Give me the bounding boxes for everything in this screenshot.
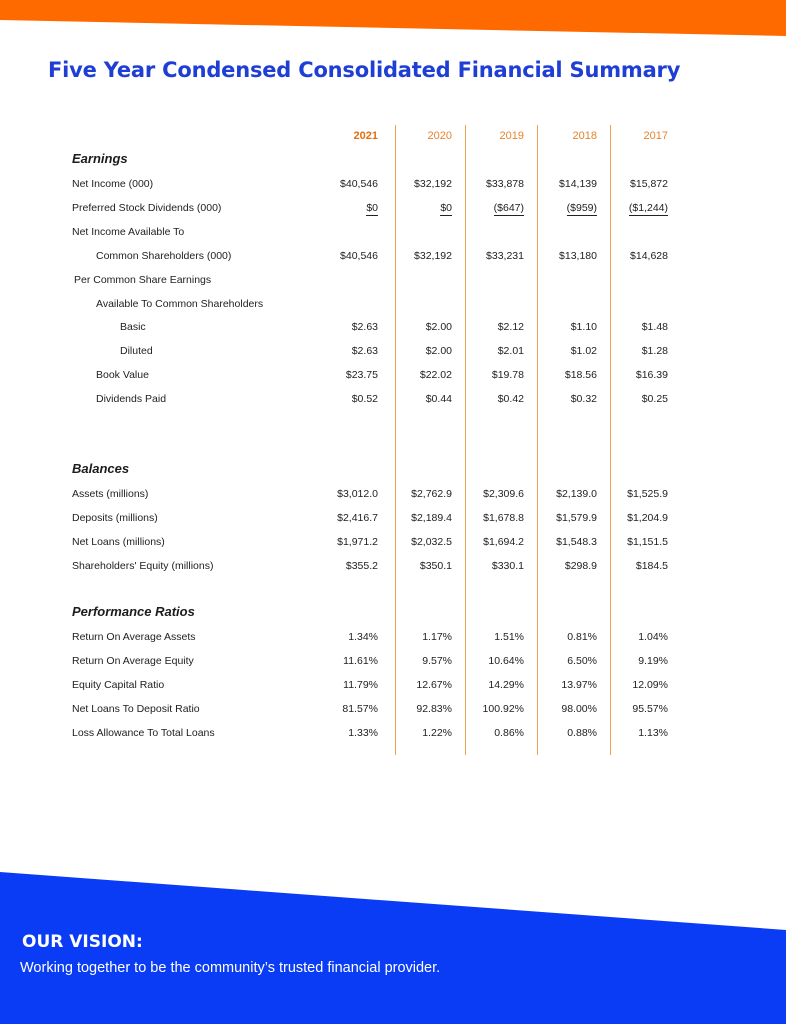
value-cell: $1,525.9 — [627, 488, 668, 500]
row-label: Per Common Share Earnings — [74, 274, 212, 286]
value-cell: $0.52 — [351, 393, 378, 405]
row-label: Dividends Paid — [96, 393, 167, 405]
row-label: Available To Common Shareholders — [96, 298, 264, 310]
value-cell: $0.44 — [425, 393, 452, 405]
page-title: Five Year Condensed Consolidated Financial Summary — [48, 58, 681, 82]
underlined-value: ($647) — [493, 202, 524, 214]
value-cell: $0.42 — [497, 393, 524, 405]
value-cell: 13.97% — [561, 679, 597, 691]
value-cell: $298.9 — [564, 560, 597, 572]
value-cell — [382, 202, 452, 214]
value-cell: $14,628 — [630, 250, 668, 262]
underlined-value: $0 — [440, 202, 452, 214]
row-label: Net Loans To Deposit Ratio — [72, 703, 200, 715]
value-cell: 1.22% — [422, 727, 452, 739]
row-label: Book Value — [96, 369, 149, 381]
value-cell: 10.64% — [488, 655, 524, 667]
row-label: Net Loans (millions) — [72, 536, 165, 548]
row-label: Return On Average Assets — [72, 631, 196, 643]
value-cell: $32,192 — [414, 250, 452, 262]
row-label: Deposits (millions) — [72, 512, 158, 524]
underlined-value: $0 — [366, 202, 378, 214]
value-cell: $1,548.3 — [556, 536, 597, 548]
vision-statement: Working together to be the community’s trusted financial provider. — [20, 960, 441, 976]
value-cell: $18.56 — [564, 369, 597, 381]
value-cell: $2.00 — [425, 321, 452, 333]
value-cell: $16.39 — [635, 369, 668, 381]
section-heading: Performance Ratios — [72, 604, 195, 619]
value-cell: 14.29% — [488, 679, 524, 691]
value-cell: $40,546 — [340, 250, 378, 262]
value-cell: $33,878 — [486, 178, 524, 190]
value-cell: $330.1 — [491, 560, 524, 572]
value-cell: $23.75 — [345, 369, 378, 381]
value-cell: 1.33% — [348, 727, 378, 739]
value-cell: 100.92% — [482, 703, 524, 715]
value-cell: 1.17% — [422, 631, 452, 643]
value-cell: $15,872 — [630, 178, 668, 190]
value-cell: $0.25 — [641, 393, 668, 405]
value-cell: $19.78 — [491, 369, 524, 381]
value-cell: $2.63 — [351, 345, 378, 357]
section-heading: Balances — [72, 461, 130, 476]
row-label: Shareholders' Equity (millions) — [72, 560, 214, 572]
value-cell: 0.81% — [567, 631, 597, 643]
value-cell: $32,192 — [414, 178, 452, 190]
value-cell: 1.04% — [638, 631, 668, 643]
value-cell: 81.57% — [342, 703, 378, 715]
value-cell: 0.88% — [567, 727, 597, 739]
value-cell: $1,204.9 — [627, 512, 668, 524]
value-cell: 98.00% — [561, 703, 597, 715]
year-header: 2020 — [427, 130, 452, 142]
value-cell: $2,189.4 — [411, 512, 452, 524]
value-cell: 92.83% — [416, 703, 452, 715]
value-cell: $355.2 — [345, 560, 378, 572]
value-cell: $13,180 — [559, 250, 597, 262]
row-label: Net Income Available To — [72, 226, 185, 238]
value-cell: $1.48 — [641, 321, 668, 333]
value-cell: $1.10 — [570, 321, 597, 333]
value-cell — [308, 202, 378, 214]
year-header: 2021 — [353, 130, 378, 142]
value-cell: $2,416.7 — [337, 512, 378, 524]
value-cell: $2,762.9 — [411, 488, 452, 500]
underlined-value: ($1,244) — [628, 202, 668, 214]
section-heading: Earnings — [72, 151, 128, 166]
row-label: Common Shareholders (000) — [96, 250, 232, 262]
value-cell: $2.12 — [497, 321, 524, 333]
year-header: 2017 — [643, 130, 668, 142]
row-label: Loss Allowance To Total Loans — [72, 727, 215, 739]
value-cell — [527, 202, 597, 214]
value-cell: $1,151.5 — [627, 536, 668, 548]
value-cell: $2,309.6 — [483, 488, 524, 500]
value-cell: $40,546 — [340, 178, 378, 190]
value-cell: $3,012.0 — [337, 488, 378, 500]
value-cell: 6.50% — [567, 655, 597, 667]
value-cell: $0.32 — [570, 393, 597, 405]
value-cell: 9.19% — [638, 655, 668, 667]
row-label: Assets (millions) — [72, 488, 149, 500]
value-cell: $350.1 — [419, 560, 452, 572]
row-label: Diluted — [120, 345, 153, 357]
value-cell: $2,139.0 — [556, 488, 597, 500]
top-orange-band — [0, 0, 786, 40]
vision-heading: OUR VISION: — [22, 932, 143, 952]
value-cell: 95.57% — [632, 703, 668, 715]
value-cell: 1.51% — [494, 631, 524, 643]
value-cell: $1,971.2 — [337, 536, 378, 548]
value-cell: $1.28 — [641, 345, 668, 357]
value-cell: $14,139 — [559, 178, 597, 190]
value-cell: $1.02 — [570, 345, 597, 357]
value-cell: 0.86% — [494, 727, 524, 739]
value-cell: $1,678.8 — [483, 512, 524, 524]
value-cell: 12.67% — [416, 679, 452, 691]
row-label: Return On Average Equity — [72, 655, 194, 667]
value-cell: 1.13% — [638, 727, 668, 739]
row-label: Net Income (000) — [72, 178, 154, 190]
value-cell — [454, 202, 524, 214]
row-label: Basic — [120, 321, 146, 333]
value-cell: $2.63 — [351, 321, 378, 333]
row-label: Preferred Stock Dividends (000) — [72, 202, 222, 214]
value-cell: $33,231 — [486, 250, 524, 262]
year-header: 2018 — [572, 130, 597, 142]
year-header: 2019 — [499, 130, 524, 142]
value-cell: $2,032.5 — [411, 536, 452, 548]
value-cell: $1,694.2 — [483, 536, 524, 548]
underlined-value: ($959) — [566, 202, 597, 214]
value-cell: 1.34% — [348, 631, 378, 643]
value-cell: 9.57% — [422, 655, 452, 667]
value-cell: 11.79% — [343, 679, 378, 691]
value-cell — [598, 202, 668, 214]
value-cell: 11.61% — [343, 655, 378, 667]
value-cell: $2.01 — [497, 345, 524, 357]
value-cell: 12.09% — [632, 679, 668, 691]
row-label: Equity Capital Ratio — [72, 679, 165, 691]
value-cell: $2.00 — [425, 345, 452, 357]
value-cell: $22.02 — [419, 369, 452, 381]
value-cell: $184.5 — [635, 560, 668, 572]
value-cell: $1,579.9 — [556, 512, 597, 524]
